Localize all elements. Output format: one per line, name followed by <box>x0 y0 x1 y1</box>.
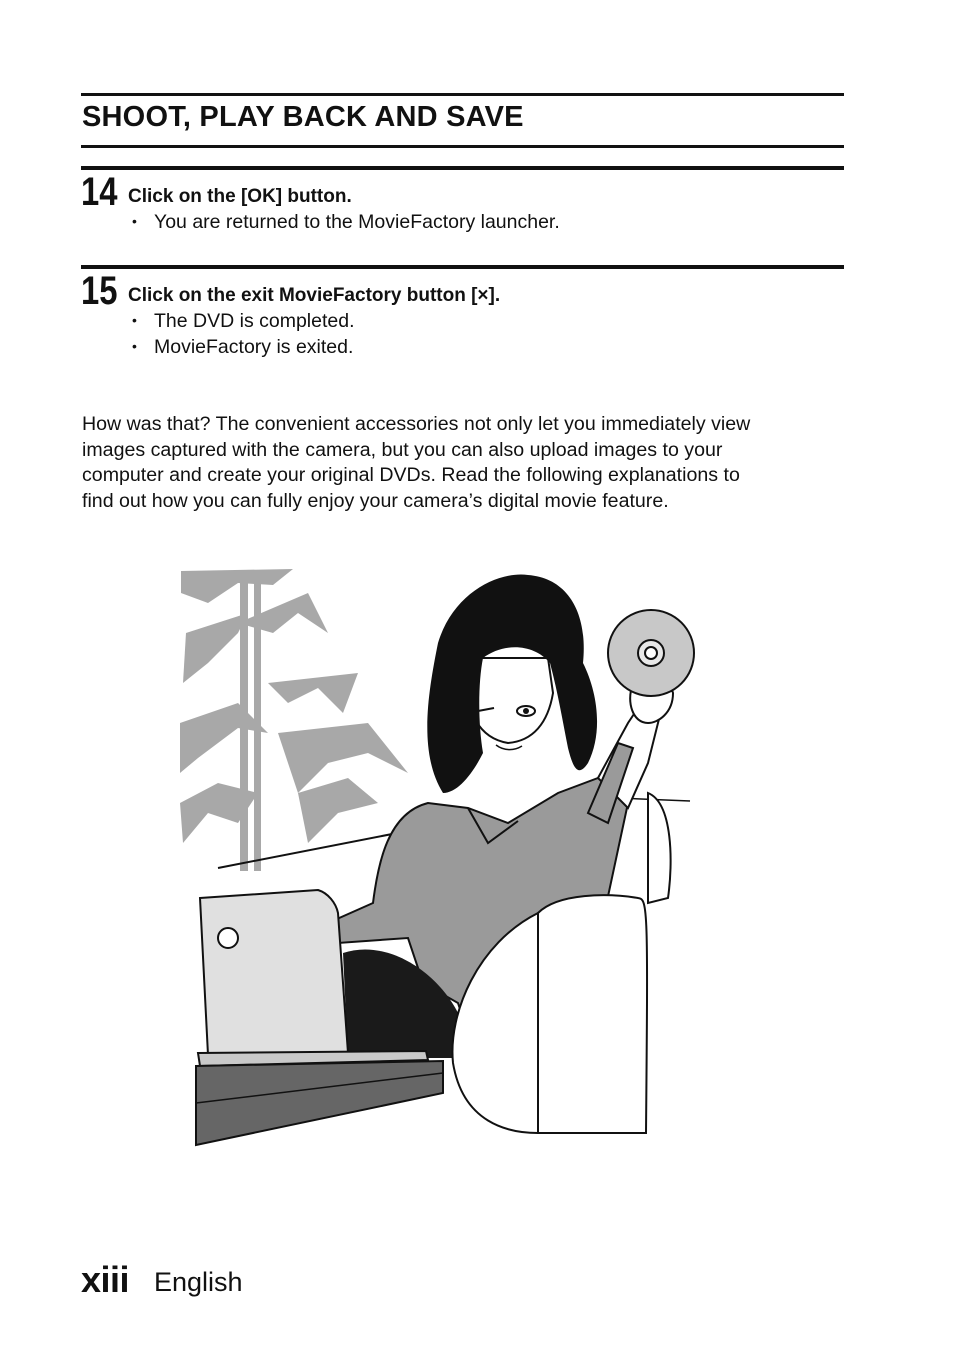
bullet-item <box>132 310 355 333</box>
paragraph-line: computer and create your original DVDs. Read the following explanations to <box>82 464 740 487</box>
bullet-dot: • <box>132 213 137 229</box>
bullet-dot: • <box>132 338 137 354</box>
section-title: SHOOT, PLAY BACK AND SAVE <box>82 101 524 133</box>
paragraph-line: How was that? The convenient accessories not only let you immediately view <box>82 413 751 435</box>
bamboo-plant <box>180 569 408 871</box>
title-bottom-rule <box>81 145 844 148</box>
step-14-rule <box>81 166 844 170</box>
step-heading: Click on the [OK] button. <box>128 186 352 207</box>
step-number: 14 <box>81 170 118 214</box>
bullet-dot: • <box>132 312 137 328</box>
step-15-rule <box>81 265 844 269</box>
page-number: xiii <box>81 1259 130 1300</box>
illustration-woman-with-dvd <box>178 563 698 1153</box>
page-language: English <box>154 1267 243 1297</box>
dvd-disc <box>608 610 694 696</box>
top-rule <box>81 93 844 96</box>
step-number: 15 <box>81 269 118 313</box>
intro-paragraph <box>82 412 852 514</box>
paragraph-line: find out how you can fully enjoy your camera’s digital movie feature. <box>82 489 669 512</box>
step-heading: Click on the exit MovieFactory button [×]. <box>128 285 501 306</box>
bullet-item <box>132 211 560 234</box>
bullet-text: MovieFactory is exited. <box>154 336 354 358</box>
bullet-text: You are returned to the MovieFactory launcher. <box>154 211 560 233</box>
paragraph-line: images captured with the camera, but you can also upload images to your <box>82 438 723 461</box>
bullet-text: The DVD is completed. <box>154 310 355 332</box>
bullet-item <box>132 336 353 359</box>
